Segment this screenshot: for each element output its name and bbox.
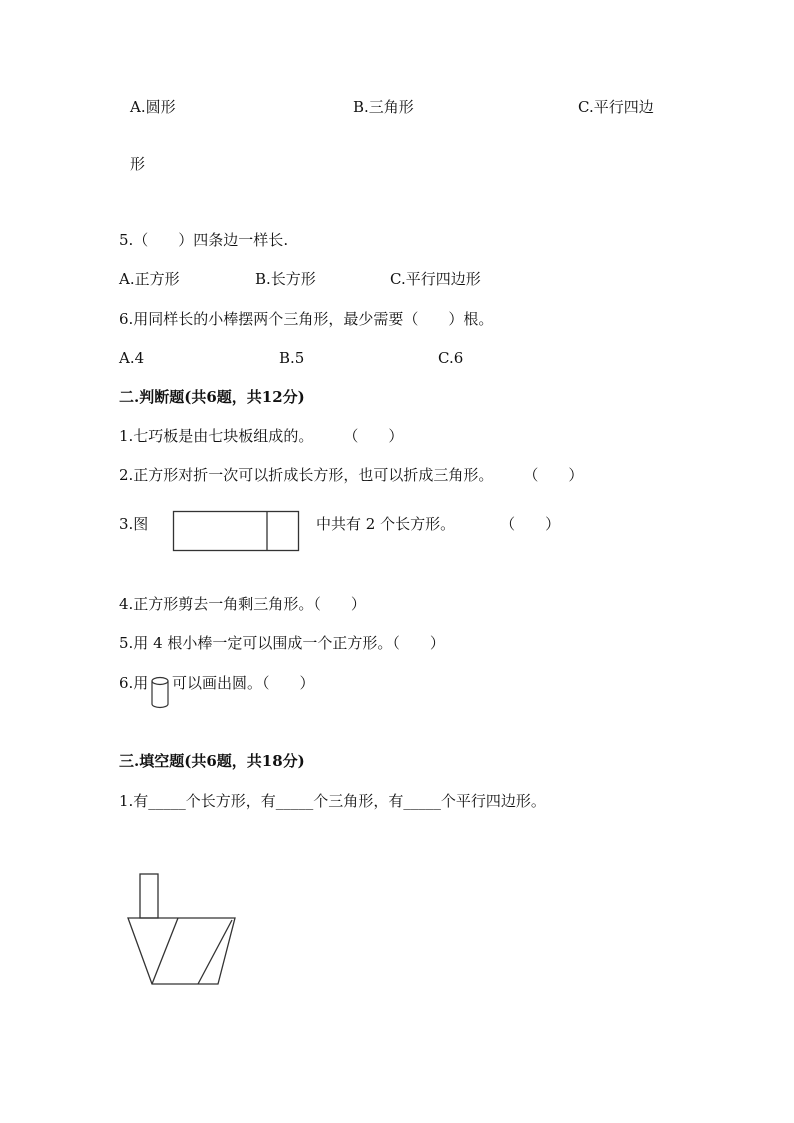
tf-item-2: 2.正方形对折一次可以折成长方形，也可以折成三角形。 （ ） — [119, 466, 584, 484]
q5-option-a: A.正方形 — [119, 270, 180, 288]
q5-stem: 5.（ ）四条边一样长. — [119, 231, 289, 249]
tf-item-6-prefix: 6.用 — [119, 674, 149, 692]
cylinder-icon — [150, 676, 172, 710]
q4-option-c: C.平行四边 — [578, 98, 654, 116]
tf-item-6-suffix: 可以画出圆。（ ） — [172, 674, 315, 692]
q4-option-a: A.圆形 — [130, 98, 176, 116]
q4-option-c-wrap: 形 — [130, 155, 146, 173]
tf-item-4: 4.正方形剪去一角剩三角形。（ ） — [119, 595, 366, 613]
fill-item-1: 1.有_____个长方形，有_____个三角形，有_____个平行四边形。 — [119, 792, 546, 810]
section2-heading: 二.判断题(共6题，共12分) — [119, 388, 305, 406]
q5-option-b: B.长方形 — [255, 270, 316, 288]
tf-item-1: 1.七巧板是由七块板组成的。 （ ） — [119, 427, 404, 445]
q6-option-c: C.6 — [438, 349, 464, 367]
q5-option-c: C.平行四边形 — [390, 270, 481, 288]
section3-heading: 三.填空题(共6题，共18分) — [119, 752, 305, 770]
tf-item-3-suffix: 中共有 2 个长方形。 （ ） — [316, 515, 561, 533]
q6-option-a: A.4 — [119, 349, 145, 367]
tf-item-3-prefix: 3.图 — [119, 515, 149, 533]
q4-option-b: B.三角形 — [353, 98, 414, 116]
q6-option-b: B.5 — [279, 349, 305, 367]
q6-stem: 6.用同样长的小棒摆两个三角形，最少需要（ ）根。 — [119, 310, 494, 328]
tf-item-5: 5.用 4 根小棒一定可以围成一个正方形。（ ） — [119, 634, 445, 652]
two-rectangles-figure — [172, 510, 302, 554]
shape-figure — [120, 870, 240, 990]
